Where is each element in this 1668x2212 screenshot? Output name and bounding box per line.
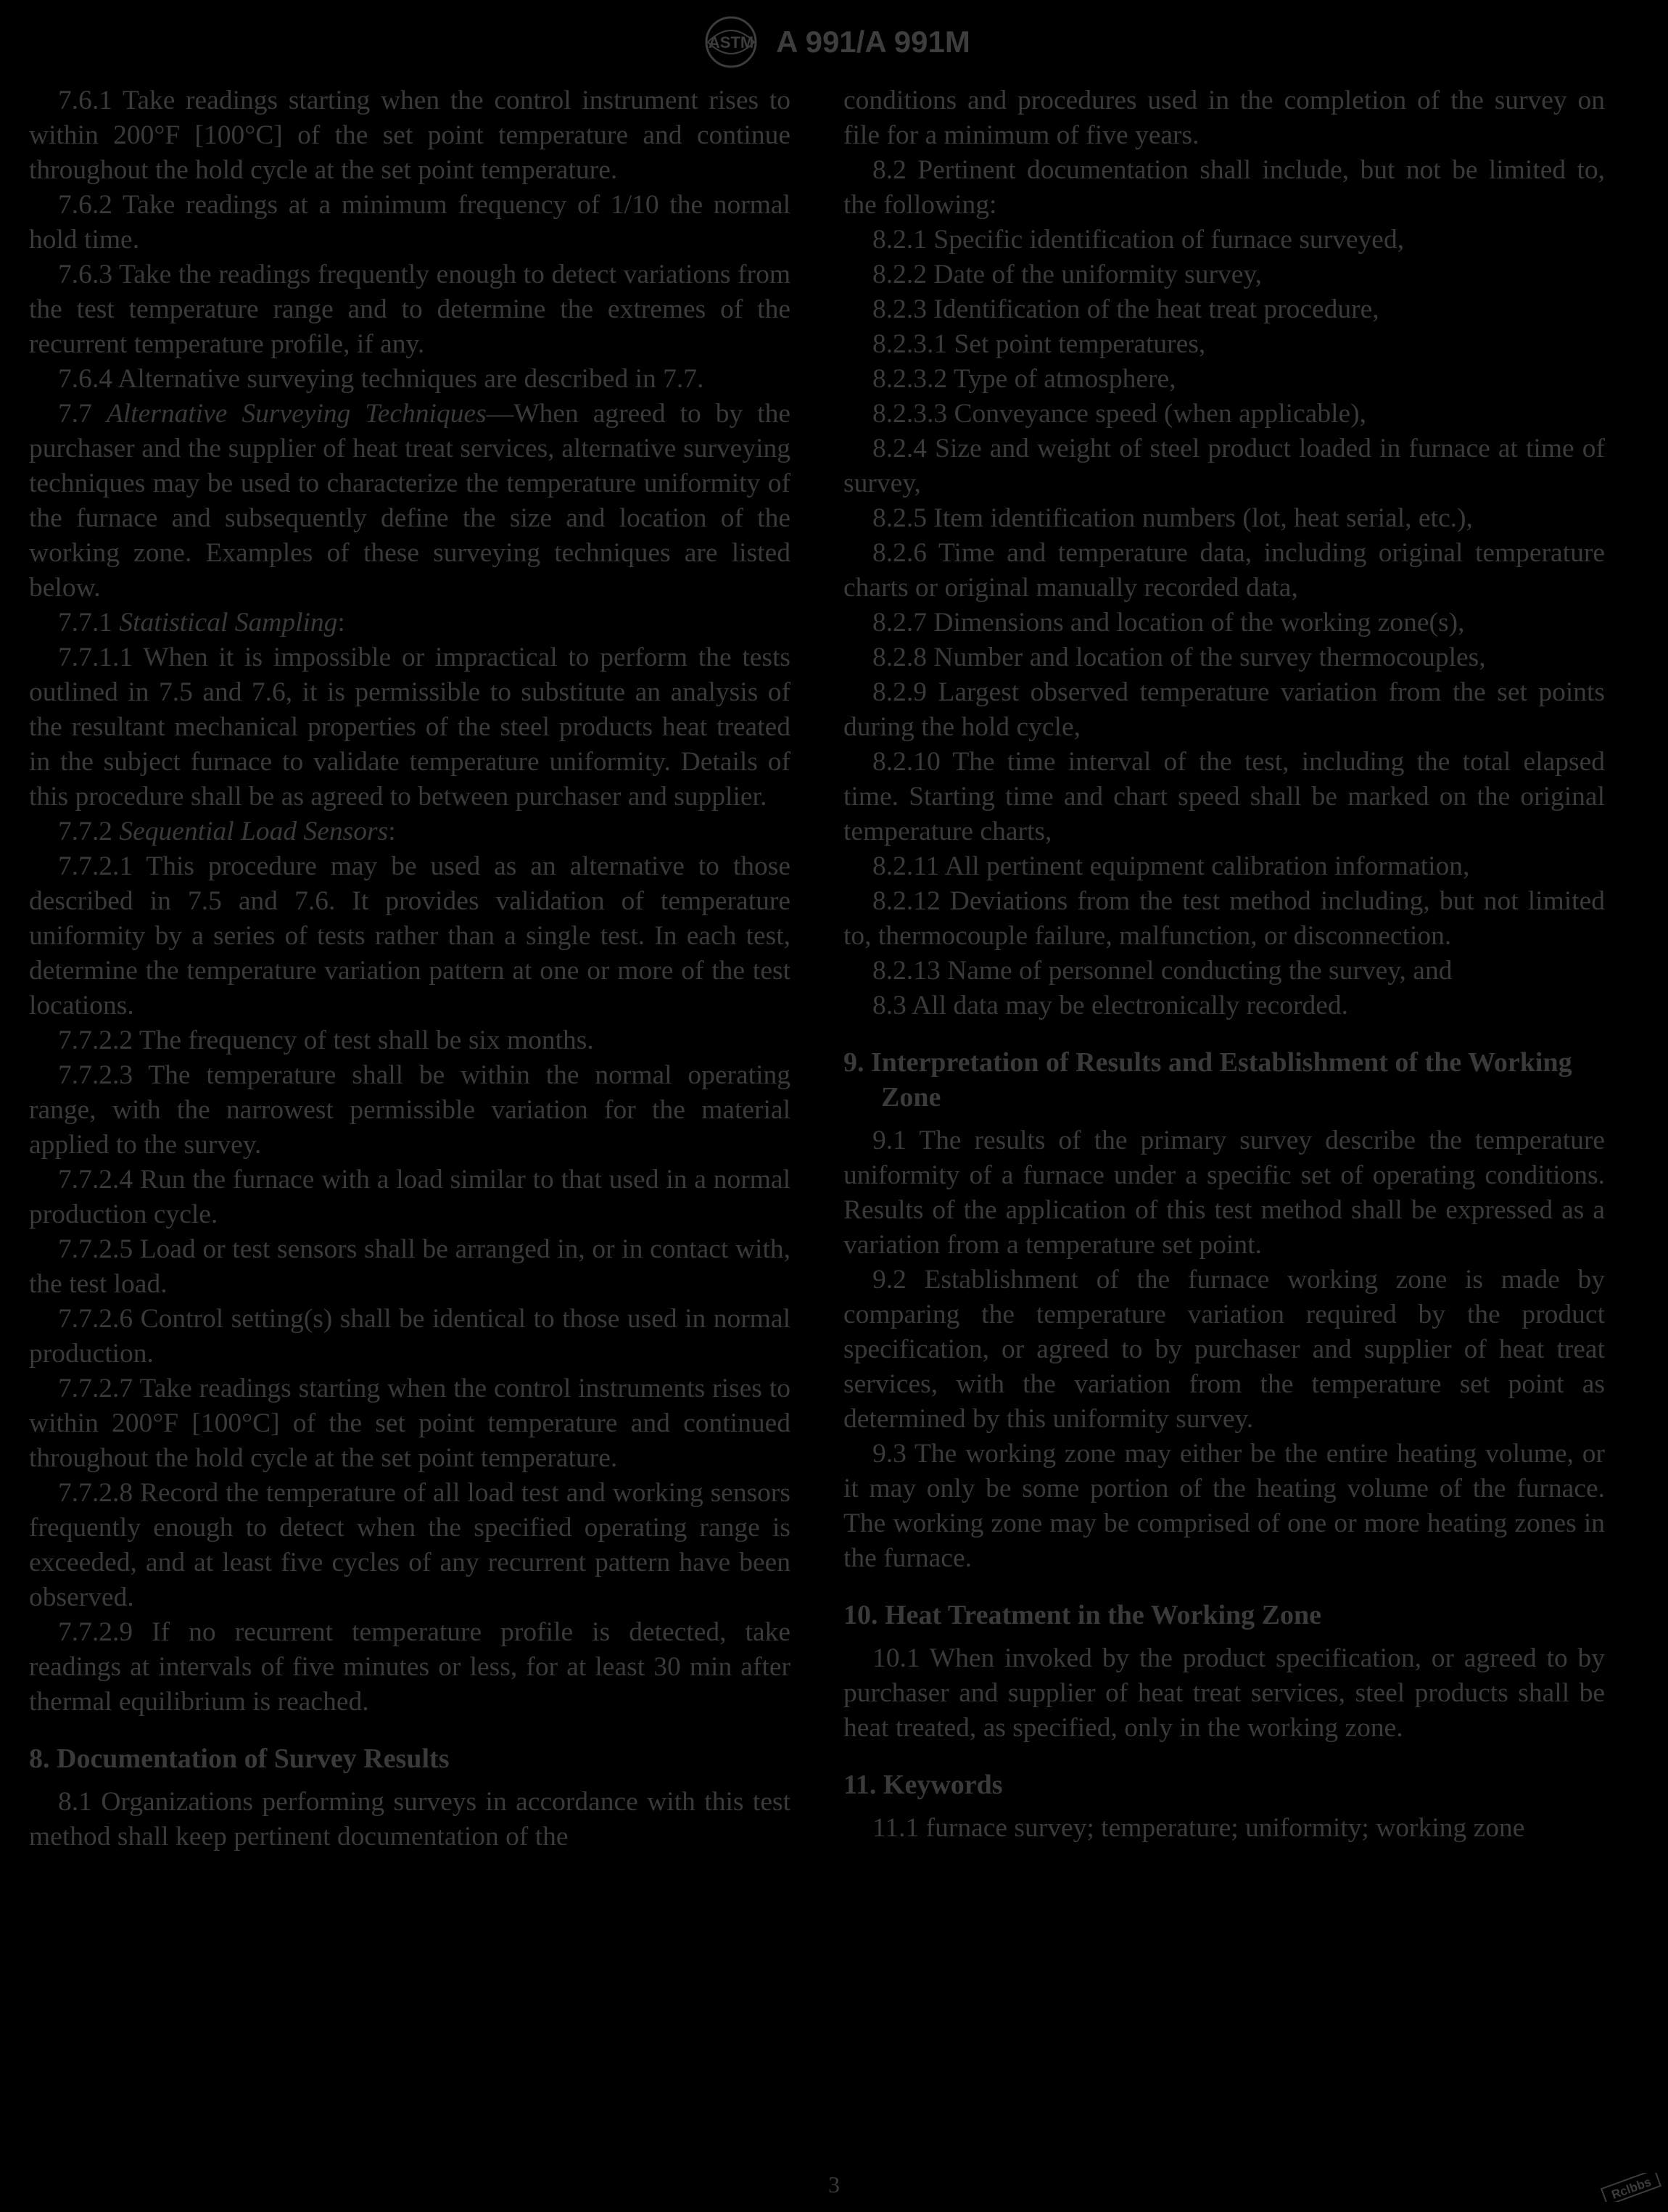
clause-8-2-3-1: [843, 327, 1605, 362]
clause-text: Alternative surveying techniques are described in 7.7.: [117, 364, 704, 394]
section-9-heading: 9. Interpretation of Results and Establishment of the Working Zone: [843, 1047, 1572, 1113]
clause-number: 7.6.4: [58, 364, 112, 394]
clause-8-1: [29, 1785, 790, 1854]
clause-number: 7.7.2.4: [58, 1165, 133, 1194]
clause-text: Dimensions and location of the working zone(s),: [933, 608, 1465, 637]
right-column: [843, 83, 1605, 1846]
clause-text: Size and weight of steel product loaded in furnace at time of survey,: [843, 434, 1606, 498]
clause-text: The results of the primary survey describe the temperature uniformity of a furnace under a specific set of operating conditions. Results of the application of this test method shall be expressed as a variation from a temperature set point.: [843, 1126, 1605, 1260]
clause-number: 8.2.13: [872, 956, 941, 986]
clause-number: 8.2.10: [872, 747, 941, 777]
clause-text: The working zone may either be the entire heating volume, or it may only be some portion of the heating volume of the furnace. The working zone may be comprised of one or more heating zones in the furnace.: [843, 1439, 1605, 1573]
clause-number: 8.2.11: [872, 851, 940, 881]
clause-text: Largest observed temperature variation from the set points during the hold cycle,: [843, 677, 1605, 742]
clause-8-2-12: [843, 884, 1605, 954]
clause-7-7-2-4: [29, 1163, 790, 1232]
clause-number: 8.2.4: [872, 434, 927, 463]
clause-7-7-2-8: [29, 1476, 790, 1615]
clause-number: 8.3: [872, 991, 907, 1020]
clause-text: The frequency of test shall be six months.: [139, 1025, 594, 1055]
clause-7-6-1: [29, 83, 790, 188]
clause-7-7-2: [29, 814, 790, 849]
clause-number: 8.2.3.2: [872, 364, 948, 394]
clause-number: 7.6.1: [58, 86, 112, 115]
clause-text: Deviations from the test method including, but not limited to, thermocouple failure, malfunction, or disconnection.: [843, 886, 1605, 951]
clause-7-7-2-9: [29, 1615, 790, 1720]
clause-text: Number and location of the survey thermocouples,: [933, 643, 1486, 672]
clause-8-1-continued: conditions and procedures used in the completion of the survey on file for a minimum of five years.: [843, 86, 1605, 150]
section-10-heading: 10. Heat Treatment in the Working Zone: [843, 1600, 1322, 1630]
clause-8-2-6: [843, 536, 1605, 606]
clause-text: Record the temperature of all load test and working sensors frequently enough to detect when the specified operating range is exceeded, and at least five cycles of any recurrent pattern have been observed.: [29, 1478, 790, 1612]
clause-text: Take readings at a minimum frequency of 1/10 the normal hold time.: [29, 190, 790, 255]
clause-8-2-4: [843, 432, 1605, 501]
clause-number: 7.7.2.9: [58, 1617, 133, 1647]
clause-7-7-1: [29, 606, 790, 640]
clause-text: Take readings starting when the control instrument rises to within 200°F [100°C] of the set point temperature and continue throughout the hold cycle at the set point temperature.: [29, 86, 790, 185]
clause-8-2-10: [843, 745, 1605, 849]
clause-text: Establishment of the furnace working zone is made by comparing the temperature variation required by the product specification, or agreed to by purchaser and supplier of heat treat services, with the variation from the temperature set point as determined by this uniformity survey.: [843, 1265, 1606, 1434]
clause-7-6-4: [29, 362, 790, 397]
clause-8-2-2: [843, 257, 1605, 292]
clause-8-2: [843, 153, 1605, 223]
clause-11-1: [843, 1811, 1605, 1846]
clause-number: 8.2.2: [872, 260, 927, 289]
page-number: 3: [828, 2171, 840, 2197]
clause-number: 7.7.2.5: [58, 1234, 133, 1264]
clause-text: Identification of the heat treat procedure,: [933, 294, 1379, 324]
clause-text: :: [337, 608, 345, 637]
clause-number: 7.6.3: [58, 260, 112, 289]
clause-number: 8.2.7: [872, 608, 927, 637]
clause-text: All data may be electronically recorded.: [912, 991, 1348, 1020]
clause-number: 7.7.1: [58, 608, 112, 637]
clause-7-6-2: [29, 188, 790, 257]
clause-7-7-2-1: [29, 849, 790, 1023]
clause-text: Organizations performing surveys in accordance with this test method shall keep pertinent documentation of the: [29, 1787, 790, 1852]
clause-7-7-2-6: [29, 1302, 790, 1371]
clause-7-7: [29, 397, 790, 606]
clause-title: Alternative Surveying Techniques: [106, 399, 487, 429]
clause-number: 7.7.2.8: [58, 1478, 133, 1508]
clause-text: :: [388, 817, 396, 846]
section-11-heading: 11. Keywords: [843, 1770, 1003, 1800]
clause-number: 10.1: [872, 1643, 920, 1673]
clause-text: This procedure may be used as an alternative to those described in 7.5 and 7.6. It provides validation of temperature uniformity by a series of tests rather than a single test. In each test, determine the temperature variation pattern at one or more of the test locations.: [29, 851, 790, 1020]
clause-number: 7.7.2.6: [58, 1304, 133, 1334]
clause-number: 8.2.3: [872, 294, 927, 324]
astm-logo-icon: [698, 13, 764, 71]
clause-title: Statistical Sampling: [119, 608, 338, 637]
clause-text: Type of atmosphere,: [953, 364, 1176, 394]
clause-number: 11.1: [872, 1813, 920, 1843]
clause-text: The time interval of the test, including the total elapsed time. Starting time and chart speed shall be marked on the original temperature charts,: [843, 747, 1605, 846]
clause-number: 9.3: [872, 1439, 907, 1469]
clause-7-7-2-3: [29, 1058, 790, 1163]
clause-number: 7.7.2.2: [58, 1025, 133, 1055]
clause-text: Item identification numbers (lot, heat serial, etc.),: [933, 503, 1473, 533]
page-header: [0, 13, 1668, 78]
clause-number: 7.7.1.1: [58, 643, 133, 672]
clause-number: 8.2.12: [872, 886, 941, 916]
clause-9-1: [843, 1123, 1605, 1263]
clause-8-2-3-3: [843, 397, 1605, 432]
clause-number: 7.7: [58, 399, 92, 429]
clause-text: Time and temperature data, including original temperature charts or original manually recorded data,: [843, 538, 1606, 603]
clause-8-2-11: [843, 849, 1605, 884]
clause-number: 8.2: [872, 155, 907, 185]
clause-text: Pertinent documentation shall include, but not be limited to, the following:: [843, 155, 1606, 220]
clause-number: 8.2.3.1: [872, 329, 948, 359]
clause-8-2-1: [843, 223, 1605, 257]
clause-number: 8.1: [58, 1787, 92, 1817]
clause-7-7-2-7: [29, 1371, 790, 1476]
clause-8-2-8: [843, 640, 1605, 675]
clause-number: 8.2.6: [872, 538, 927, 568]
clause-7-7-2-2: [29, 1023, 790, 1058]
clause-8-2-9: [843, 675, 1605, 745]
clause-title: Sequential Load Sensors: [119, 817, 389, 846]
watermark-stamp: [1598, 2173, 1664, 2202]
clause-text: Load or test sensors shall be arranged in, or in contact with, the test load.: [29, 1234, 791, 1299]
clause-8-2-13: [843, 954, 1605, 989]
clause-10-1: [843, 1641, 1605, 1746]
clause-number: 8.2.1: [872, 225, 927, 255]
clause-number: 9.1: [872, 1126, 907, 1155]
clause-text: Take the readings frequently enough to detect variations from the test temperature range and to determine the extremes of the recurrent temperature profile, if any.: [29, 260, 790, 359]
clause-text: —When agreed to by the purchaser and the supplier of heat treat services, alternative surveying techniques may be used to characterize the temperature uniformity of the furnace and subsequently define the size and location of the working zone. Examples of these surveying techniques are listed below.: [29, 399, 790, 603]
clause-text: Date of the uniformity survey,: [933, 260, 1263, 289]
clause-number: 8.2.8: [872, 643, 927, 672]
clause-number: 7.7.2.7: [58, 1374, 133, 1403]
svg-text:Rclbbs: Rclbbs: [1609, 2174, 1653, 2202]
left-column: [29, 83, 790, 1854]
clause-number: 9.2: [872, 1265, 907, 1295]
clause-8-2-3-2: [843, 362, 1605, 397]
clause-9-2: [843, 1263, 1605, 1437]
clause-text: Specific identification of furnace surveyed,: [933, 225, 1405, 255]
clause-number: 8.2.9: [872, 677, 927, 707]
clause-text: If no recurrent temperature profile is detected, take readings at intervals of five minutes or less, for at least 30 min after thermal equilibrium is reached.: [29, 1617, 790, 1717]
clause-text: Name of personnel conducting the survey, and: [947, 956, 1453, 986]
clause-number: 7.6.2: [58, 190, 112, 220]
document-designation: A 991/A 991M: [776, 25, 970, 59]
clause-number: 8.2.3.3: [872, 399, 948, 429]
clause-7-7-1-1: [29, 640, 790, 814]
clause-text: Control setting(s) shall be identical to those used in normal production.: [29, 1304, 790, 1369]
clause-text: All pertinent equipment calibration information,: [944, 851, 1470, 881]
clause-9-3: [843, 1437, 1605, 1576]
clause-text: furnace survey; temperature; uniformity; working zone: [925, 1813, 1525, 1843]
clause-8-2-7: [843, 606, 1605, 640]
svg-text:ASTM: ASTM: [708, 33, 754, 51]
clause-7-7-2-5: [29, 1232, 790, 1302]
clause-number: 7.7.2: [58, 817, 112, 846]
clause-text: Set point temperatures,: [954, 329, 1206, 359]
clause-text: The temperature shall be within the normal operating range, with the narrowest permissible variation for the material applied to the survey.: [29, 1060, 790, 1160]
clause-text: When it is impossible or impractical to perform the tests outlined in 7.5 and 7.6, it is permissible to substitute an analysis of the resultant mechanical properties of the steel products heat treated in the subject furnace to validate temperature uniformity. Details of this procedure shall be as agreed to between purchaser and supplier.: [29, 643, 791, 812]
section-8-heading: 8. Documentation of Survey Results: [29, 1743, 450, 1774]
clause-text: When invoked by the product specification, or agreed to by purchaser and supplier of heat treat services, steel products shall be heat treated, as specified, only in the working zone.: [843, 1643, 1605, 1743]
clause-number: 7.7.2.3: [58, 1060, 133, 1090]
clause-text: Conveyance speed (when applicable),: [954, 399, 1367, 429]
clause-number: 7.7.2.1: [58, 851, 133, 881]
clause-7-6-3: [29, 257, 790, 362]
clause-text: Run the furnace with a load similar to that used in a normal production cycle.: [29, 1165, 790, 1229]
clause-text: Take readings starting when the control instruments rises to within 200°F [100°C] of the set point temperature and continued throughout the hold cycle at the set point temperature.: [29, 1374, 790, 1473]
clause-8-3: [843, 989, 1605, 1023]
clause-8-2-3: [843, 292, 1605, 327]
clause-number: 8.2.5: [872, 503, 927, 533]
clause-8-2-5: [843, 501, 1605, 536]
